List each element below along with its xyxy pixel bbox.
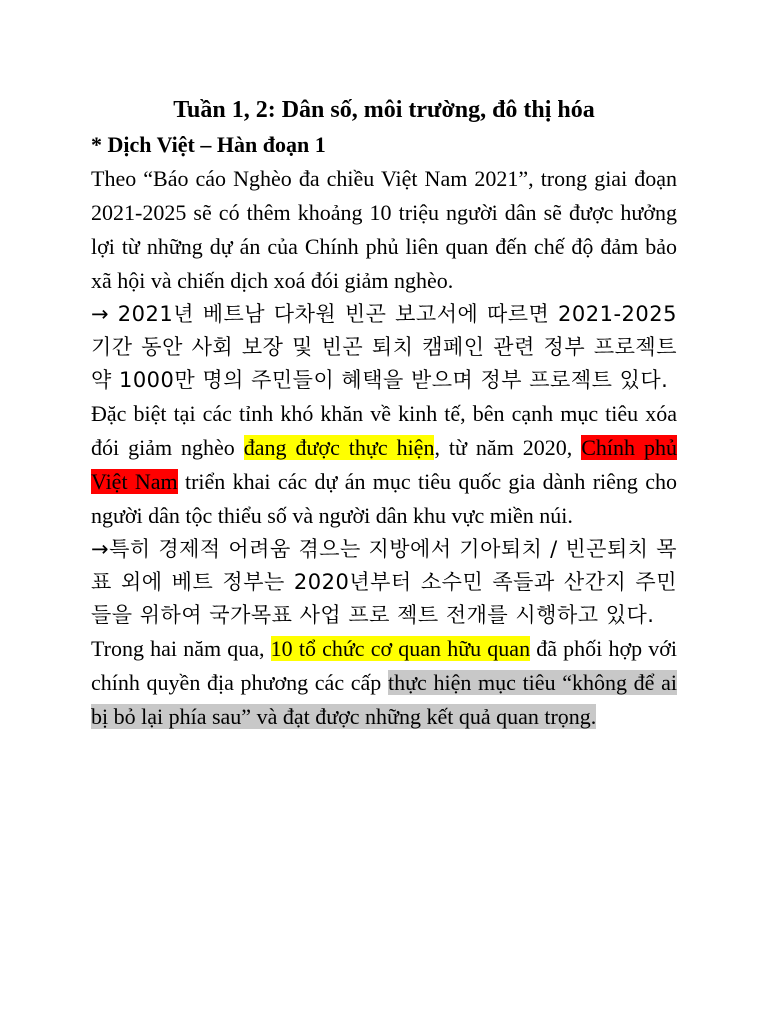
korean-translation-1 (91, 298, 677, 397)
gray-highlight: thực hiện mục tiêu “không để ai bị bỏ lại phía sau” và đạt được những kết quả quan trọng. (91, 670, 678, 729)
yellow-highlight: 10 tổ chức cơ quan hữu quan (270, 636, 531, 661)
korean-translation-2-text: 특히 경제적 어려움 겪으는 지방에서 기아퇴치 / 빈곤퇴치 목표 외에 베트 정부는 2020년부터 소수민 족들과 산간지 주민들을 위하여 국가목표 사업 프로 젝트 전개를 시행하고 있다. (91, 537, 677, 627)
right-arrow-icon: → (91, 537, 110, 561)
korean-translation-2 (91, 533, 677, 632)
section-subtitle: * Dịch Việt – Hàn đoạn 1 (91, 132, 326, 157)
right-arrow-icon: → (91, 302, 110, 326)
document-page (91, 92, 677, 734)
paragraph-2-text-c: triển khai các dự án mục tiêu quốc gia dành riêng cho người dân tộc thiểu số và người dân khu vực miền núi. (91, 469, 677, 528)
yellow-highlight: đang được thực hiện (243, 435, 435, 460)
red-highlight: Chính phủ Việt Nam (91, 435, 678, 494)
paragraph-2-text-b: , từ năm 2020, (434, 435, 582, 460)
korean-translation-1-text: 2021년 베트남 다차원 빈곤 보고서에 따르면 2021-2025 기간 동안 사회 보장 및 빈곤 퇴치 캠페인 관련 정부 프로젝트 약 1000만 명의 주민들이 혜택을 받으며 정부 프로젝트 있다. (91, 302, 677, 392)
vietnamese-paragraph-3 (91, 632, 677, 734)
document-title: Tuần 1, 2: Dân số, môi trường, đô thị hóa (173, 97, 595, 123)
paragraph-3-text-b: đã phối hợp với chính quyền địa phương các cấp (91, 636, 677, 695)
vietnamese-paragraph-2 (91, 397, 677, 533)
paragraph-3-text-a: Trong hai năm qua, (91, 636, 271, 661)
paragraph-2-text-a: Đặc biệt tại các tỉnh khó khăn về kinh tế, bên cạnh mục tiêu xóa đói giảm nghèo (91, 401, 677, 460)
vietnamese-paragraph-1: Theo “Báo cáo Nghèo đa chiều Việt Nam 2021”, trong giai đoạn 2021-2025 sẽ có thêm khoảng 10 triệu người dân sẽ được hưởng lợi từ những dự án của Chính phủ liên quan đến chế độ đảm bảo xã hội và chiến dịch xoá đói giảm nghèo. (91, 166, 677, 293)
